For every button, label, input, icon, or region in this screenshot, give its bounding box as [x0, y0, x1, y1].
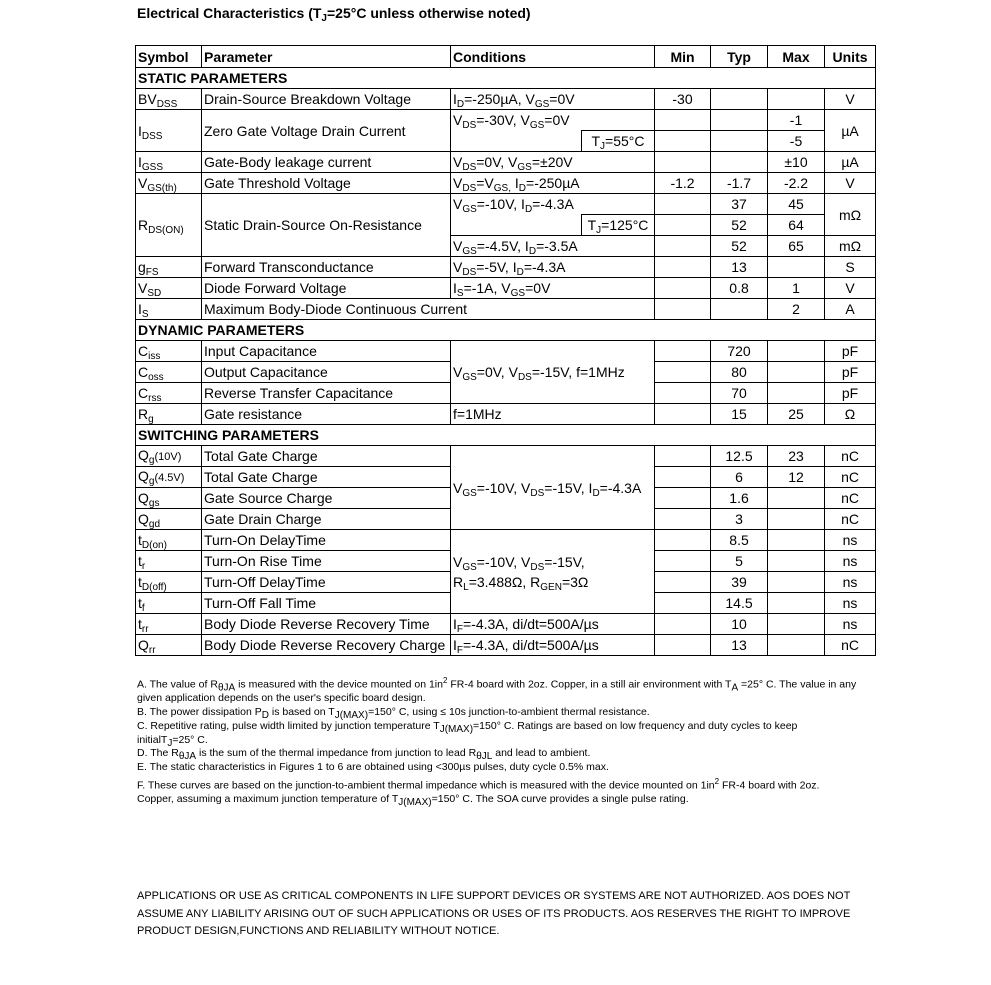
typ-cell: 52 [711, 236, 768, 257]
max-cell: 2 [768, 299, 825, 320]
note-b: B. The power dissipation $P_D$ is based on $T_{J(MAX)}=150^\circ$ C, using ≤ 10s junction-to-ambient thermal resistance. [137, 706, 650, 722]
min-cell [655, 572, 711, 593]
max-cell [768, 89, 825, 110]
min-cell [655, 488, 711, 509]
symbol-cell: $t_r$ [136, 551, 202, 572]
header-min: Min [655, 46, 711, 68]
table-row [136, 341, 876, 362]
max-cell [768, 635, 825, 656]
symbol-cell: $Q_g(4.5V)$ [136, 467, 202, 488]
min-cell [655, 467, 711, 488]
symbol-cell: $Q_{gd}$ [136, 509, 202, 530]
section-row-switching [136, 425, 876, 446]
min-cell [655, 509, 711, 530]
symbol-cell: $t_{D(on)}$ [136, 530, 202, 551]
max-cell [768, 257, 825, 278]
table-row [136, 194, 876, 215]
min-cell [655, 152, 711, 173]
conditions-cell: $V_{DS}=V_{GS,}$ $I_D=-250\mu A$ [451, 173, 655, 194]
symbol-cell: $BV_{DSS}$ [136, 89, 202, 110]
max-cell [768, 593, 825, 614]
table-header-row [136, 46, 876, 68]
note-d: D. The $R_{\theta JA}$ is the sum of the thermal impedance from junction to lead $R_{\theta JL}$ and lead to ambient. [137, 747, 591, 763]
min-cell [655, 278, 711, 299]
table-row [136, 278, 876, 299]
symbol-cell: $Q_{gs}$ [136, 488, 202, 509]
parameter-cell: Body Diode Reverse Recovery Charge [202, 635, 451, 656]
typ-cell: 6 [711, 467, 768, 488]
table-row [136, 614, 876, 635]
units-cell: nC [825, 509, 876, 530]
min-cell [655, 446, 711, 467]
max-cell: -5 [768, 131, 825, 152]
max-cell [768, 530, 825, 551]
units-cell: V [825, 173, 876, 194]
max-cell [768, 572, 825, 593]
typ-cell: 720 [711, 341, 768, 362]
max-cell: 1 [768, 278, 825, 299]
parameter-cell: Output Capacitance [202, 362, 451, 383]
min-cell [655, 341, 711, 362]
min-cell [655, 257, 711, 278]
typ-cell: 14.5 [711, 593, 768, 614]
max-cell: -2.2 [768, 173, 825, 194]
typ-cell: 1.6 [711, 488, 768, 509]
parameter-cell: Drain-Source Breakdown Voltage [202, 89, 451, 110]
max-cell [768, 341, 825, 362]
units-cell: mΩ [825, 194, 876, 236]
typ-cell: 70 [711, 383, 768, 404]
typ-cell: 8.5 [711, 530, 768, 551]
section-row-dynamic [136, 320, 876, 341]
parameter-cell: Total Gate Charge [202, 467, 451, 488]
table-row [136, 299, 876, 320]
tj-condition-cell: $T_J=125^\circ C$ [582, 215, 655, 236]
typ-cell: 80 [711, 362, 768, 383]
typ-cell [711, 152, 768, 173]
disclaimer-line: PRODUCT DESIGN,FUNCTIONS AND RELIABILITY WITHOUT NOTICE. [137, 925, 500, 937]
parameter-cell: Turn-Off DelayTime [202, 572, 451, 593]
symbol-cell: $I_{GSS}$ [136, 152, 202, 173]
table-row [136, 152, 876, 173]
min-cell [655, 614, 711, 635]
parameter-cell: Turn-Off Fall Time [202, 593, 451, 614]
conditions-cell: $V_{DS}=-5V$, $I_D=-4.3A$ [451, 257, 655, 278]
parameter-cell: Diode Forward Voltage [202, 278, 451, 299]
min-cell [655, 551, 711, 572]
conditions-cell: $V_{GS}=-10V$, $V_{DS}=-15V$, $I_D=-4.3A$ [451, 446, 655, 530]
header-symbol: Symbol [136, 46, 202, 68]
table-row [136, 173, 876, 194]
header-units: Units [825, 46, 876, 68]
parameter-cell: Body Diode Reverse Recovery Time [202, 614, 451, 635]
table-row [136, 446, 876, 467]
parameter-cell: Static Drain-Source On-Resistance [202, 194, 451, 257]
typ-cell [711, 131, 768, 152]
max-cell: -1 [768, 110, 825, 131]
symbol-cell: $t_{D(off)}$ [136, 572, 202, 593]
units-cell: ns [825, 551, 876, 572]
typ-cell: -1.7 [711, 173, 768, 194]
units-cell: pF [825, 341, 876, 362]
parameter-cell: Reverse Transfer Capacitance [202, 383, 451, 404]
typ-cell [711, 89, 768, 110]
conditions-blank-cell [451, 131, 582, 152]
max-cell [768, 362, 825, 383]
table-row [136, 404, 876, 425]
symbol-cell: $t_f$ [136, 593, 202, 614]
table-row [136, 530, 876, 551]
page-title: Electrical Characteristics ($T_J=25^\circ C$ unless otherwise noted) [137, 5, 531, 24]
symbol-cell: $Q_{rr}$ [136, 635, 202, 656]
legal-disclaimer [137, 888, 877, 941]
max-cell: ±10 [768, 152, 825, 173]
symbol-cell: $C_{iss}$ [136, 341, 202, 362]
units-cell: Ω [825, 404, 876, 425]
typ-cell: 15 [711, 404, 768, 425]
parameter-cell: Gate Threshold Voltage [202, 173, 451, 194]
symbol-cell: $R_{DS(ON)}$ [136, 194, 202, 257]
typ-cell: 3 [711, 509, 768, 530]
units-cell: ns [825, 572, 876, 593]
units-cell: nC [825, 467, 876, 488]
typ-cell: 39 [711, 572, 768, 593]
conditions-cell: $V_{DS}=0V$, $V_{GS}=\pm 20V$ [451, 152, 655, 173]
units-cell: nC [825, 488, 876, 509]
units-cell: S [825, 257, 876, 278]
max-cell: 65 [768, 236, 825, 257]
typ-cell: 12.5 [711, 446, 768, 467]
max-cell: 12 [768, 467, 825, 488]
symbol-cell: $V_{GS(th)}$ [136, 173, 202, 194]
units-cell: µA [825, 152, 876, 173]
min-cell: -30 [655, 89, 711, 110]
electrical-characteristics-table [135, 45, 876, 656]
note-c: C. Repetitive rating, pulse width limited by junction temperature $T_{J(MAX)}=150^\circ$ C. Ratings are based on low frequency and duty cycles to keep initialT$_J$=25° C. [137, 719, 798, 749]
units-cell: ns [825, 530, 876, 551]
conditions-cell: $V_{GS}=0V$, $V_{DS}=-15V$, f=1MHz [451, 341, 655, 404]
parameter-cell: Gate-Body leakage current [202, 152, 451, 173]
note-f: F. These curves are based on the junction-to-ambient thermal impedance which is measured with the device mounted on $1in^2$ FR-4 board with 2oz. Copper, assuming a maximum junction temperature of $T_{J(MAX)}=150^\circ$ C. The SOA curve provides a single pulse rating. [137, 777, 820, 809]
symbol-cell: $R_g$ [136, 404, 202, 425]
note-a: A. The value of $R_{\theta JA}$ is measured with the device mounted on $1in^2$ FR-4 board with 2oz. Copper, in a still air environment with $T_A =25^\circ$ C. The value in any given application depends on the user's specific board design. [137, 676, 857, 705]
min-cell [655, 530, 711, 551]
header-parameter: Parameter [202, 46, 451, 68]
min-cell [655, 215, 711, 236]
conditions-blank-cell [451, 215, 582, 236]
units-cell: pF [825, 383, 876, 404]
units-cell: ns [825, 593, 876, 614]
footnotes [137, 674, 857, 807]
conditions-cell: $V_{GS}=-10V$, $I_D=-4.3A$ [451, 194, 655, 215]
units-cell: nC [825, 446, 876, 467]
max-cell [768, 488, 825, 509]
typ-cell: 37 [711, 194, 768, 215]
parameter-cell: Turn-On Rise Time [202, 551, 451, 572]
max-cell: 23 [768, 446, 825, 467]
max-cell [768, 383, 825, 404]
min-cell [655, 299, 711, 320]
symbol-cell: $V_{SD}$ [136, 278, 202, 299]
section-title: STATIC PARAMETERS [136, 68, 876, 89]
typ-cell: 13 [711, 635, 768, 656]
parameter-cell: Maximum Body-Diode Continuous Current [202, 299, 451, 320]
min-cell [655, 110, 711, 131]
conditions-cell: $I_S=-1A$, $V_{GS}=0V$ [451, 278, 655, 299]
conditions-cell: $I_F=-4.3A$, di/dt=500A/µs [451, 614, 655, 635]
typ-cell: 10 [711, 614, 768, 635]
symbol-cell: $Q_g(10V)$ [136, 446, 202, 467]
conditions-cell: f=1MHz [451, 404, 655, 425]
units-cell: V [825, 278, 876, 299]
symbol-cell: $t_{rr}$ [136, 614, 202, 635]
symbol-cell: $I_{DSS}$ [136, 110, 202, 152]
section-title: SWITCHING PARAMETERS [136, 425, 876, 446]
disclaimer-line: ASSUME ANY LIABILITY ARISING OUT OF SUCH APPLICATIONS OR USES OF ITS PRODUCTS. AOS RESERVES THE RIGHT TO IMPROVE [137, 907, 851, 920]
parameter-cell: Gate Source Charge [202, 488, 451, 509]
parameter-cell: Input Capacitance [202, 341, 451, 362]
min-cell [655, 236, 711, 257]
typ-cell: 13 [711, 257, 768, 278]
conditions-cell: $I_D=-250\mu A$, $V_{GS}=0V$ [451, 89, 655, 110]
typ-cell: 0.8 [711, 278, 768, 299]
max-cell [768, 509, 825, 530]
min-cell [655, 194, 711, 215]
units-cell: nC [825, 635, 876, 656]
max-cell: 45 [768, 194, 825, 215]
conditions-cell: $I_F=-4.3A$, di/dt=500A/µs [451, 635, 655, 656]
parameter-cell: Total Gate Charge [202, 446, 451, 467]
header-typ: Typ [711, 46, 768, 68]
units-cell: A [825, 299, 876, 320]
typ-cell: 5 [711, 551, 768, 572]
min-cell [655, 593, 711, 614]
table-row [136, 257, 876, 278]
min-cell [655, 362, 711, 383]
max-cell: 64 [768, 215, 825, 236]
min-cell: -1.2 [655, 173, 711, 194]
symbol-cell: $C_{oss}$ [136, 362, 202, 383]
typ-cell: 52 [711, 215, 768, 236]
conditions-cell: $V_{GS}=-10V$, $V_{DS}=-15V$, $R_L=3.488\Omega$, $R_{GEN}=3\Omega$ [451, 530, 655, 614]
table-row [136, 110, 876, 131]
parameter-cell: Turn-On DelayTime [202, 530, 451, 551]
conditions-cell [451, 299, 655, 320]
min-cell [655, 635, 711, 656]
typ-cell [711, 110, 768, 131]
parameter-cell: Gate resistance [202, 404, 451, 425]
units-cell: ns [825, 614, 876, 635]
units-cell: µA [825, 110, 876, 152]
header-conditions: Conditions [451, 46, 655, 68]
parameter-cell: Gate Drain Charge [202, 509, 451, 530]
symbol-cell: $I_S$ [136, 299, 202, 320]
units-cell: mΩ [825, 236, 876, 257]
max-cell: 25 [768, 404, 825, 425]
units-cell: pF [825, 362, 876, 383]
section-title: DYNAMIC PARAMETERS [136, 320, 876, 341]
section-row-static [136, 68, 876, 89]
max-cell [768, 614, 825, 635]
disclaimer-line: APPLICATIONS OR USE AS CRITICAL COMPONENTS IN LIFE SUPPORT DEVICES OR SYSTEMS ARE NOT AUTHORIZED. AOS DOES NOT [137, 890, 851, 902]
conditions-cell: $V_{GS}=-4.5V$, $I_D=-3.5A$ [451, 236, 655, 257]
typ-cell [711, 299, 768, 320]
conditions-cell: $V_{DS}=-30V$, $V_{GS}=0V$ [451, 110, 655, 131]
parameter-cell: Zero Gate Voltage Drain Current [202, 110, 451, 152]
max-cell [768, 551, 825, 572]
min-cell [655, 404, 711, 425]
symbol-cell: $g_{FS}$ [136, 257, 202, 278]
tj-condition-cell: $T_J=55^\circ C$ [582, 131, 655, 152]
header-max: Max [768, 46, 825, 68]
units-cell: V [825, 89, 876, 110]
symbol-cell: $C_{rss}$ [136, 383, 202, 404]
table-row [136, 635, 876, 656]
note-e: E. The static characteristics in Figures 1 to 6 are obtained using <300µs pulses, duty cycle 0.5% max. [137, 761, 609, 774]
table-row [136, 89, 876, 110]
parameter-cell: Forward Transconductance [202, 257, 451, 278]
min-cell [655, 383, 711, 404]
min-cell [655, 131, 711, 152]
